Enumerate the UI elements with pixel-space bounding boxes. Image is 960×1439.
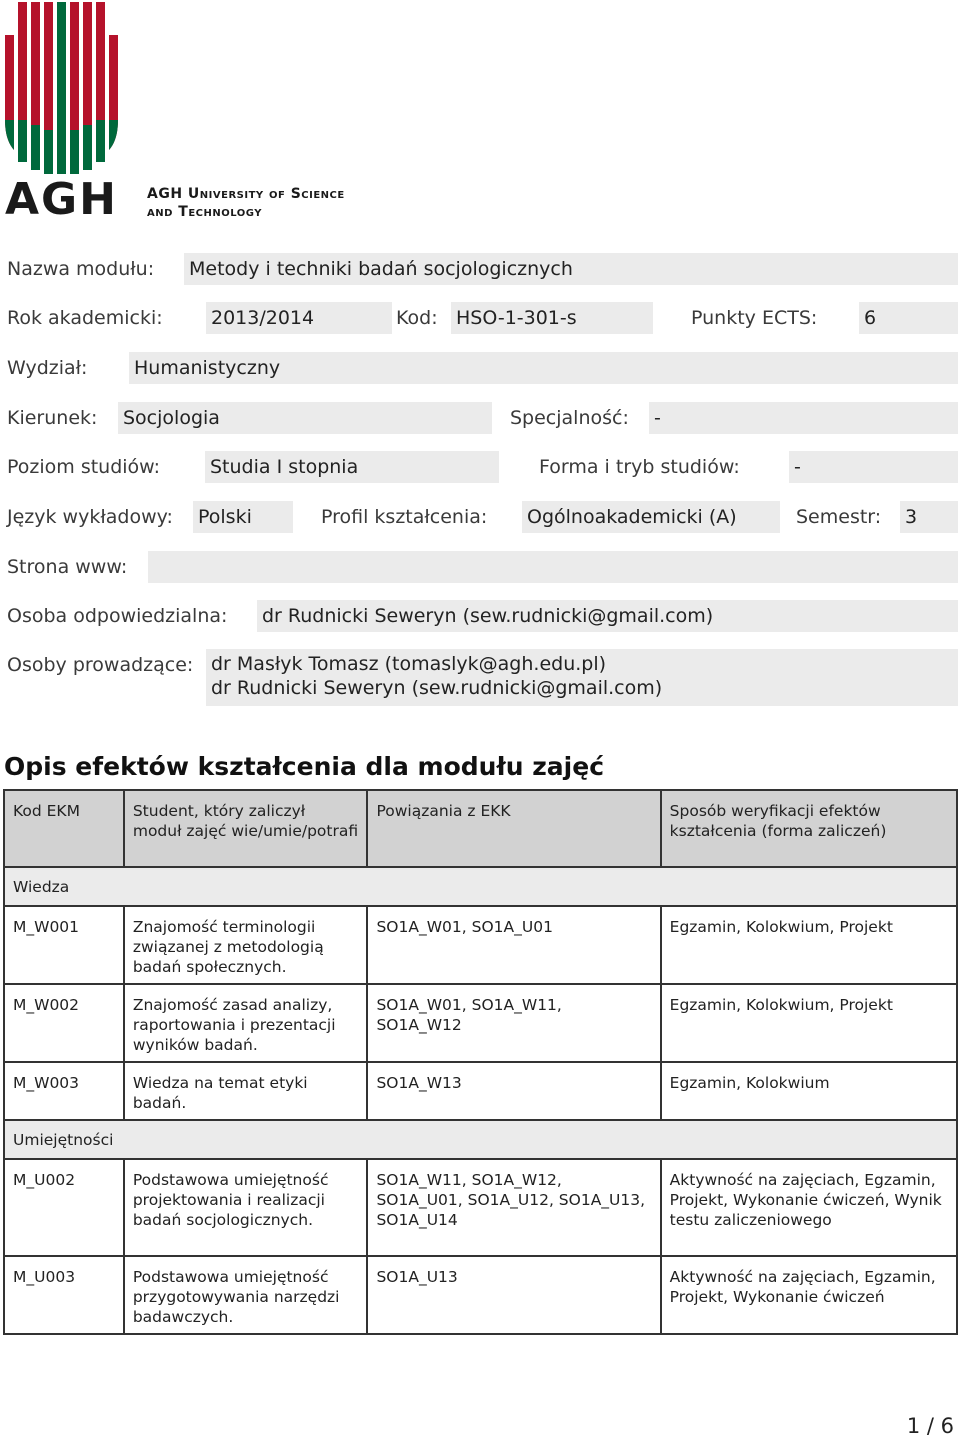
semestr-label: Semestr:: [796, 506, 882, 528]
cell-kod: M_U003: [4, 1256, 124, 1334]
table-row: [4, 1159, 957, 1256]
osoba-odpowiedzialna-value: dr Rudnicki Seweryn (sew.rudnicki@gmail.com): [257, 600, 958, 632]
jezyk-wykladowy-label: Język wykładowy:: [7, 506, 173, 528]
cell-powiazania: SO1A_W01, SO1A_W11, SO1A_W12: [367, 984, 660, 1062]
osoba-odpowiedzialna-label: Osoba odpowiedzialna:: [7, 605, 228, 627]
kod-label: Kod:: [396, 307, 438, 329]
rok-akademicki-label: Rok akademicki:: [7, 307, 163, 329]
cell-kod: M_W001: [4, 906, 124, 984]
header-powiazania: Powiązania z EKK: [367, 790, 660, 867]
profil-ksztalcenia-label: Profil kształcenia:: [321, 506, 488, 528]
cell-opis: Podstawowa umiejętność przygotowywania narzędzi badawczych.: [124, 1256, 368, 1334]
cell-opis: Znajomość zasad analizy, raportowania i prezentacji wyników badań.: [124, 984, 368, 1062]
cell-powiazania: SO1A_W13: [367, 1062, 660, 1120]
table-row: [4, 906, 957, 984]
cell-weryfikacja: Egzamin, Kolokwium, Projekt: [661, 906, 957, 984]
table-row: [4, 1062, 957, 1120]
cell-powiazania: SO1A_U13: [367, 1256, 660, 1334]
osoby-prowadzace-label: Osoby prowadzące:: [7, 654, 194, 676]
punkty-ects-value: 6: [859, 302, 958, 334]
cell-opis: Znajomość terminologii związanej z metodologią badań społecznych.: [124, 906, 368, 984]
table-row: [4, 1256, 957, 1334]
wydzial-value: Humanistyczny: [129, 352, 958, 384]
poziom-studiow-value: Studia I stopnia: [205, 451, 499, 483]
cell-powiazania: SO1A_W11, SO1A_W12, SO1A_U01, SO1A_U12, SO1A_U13, SO1A_U14: [367, 1159, 660, 1256]
cell-opis: Wiedza na temat etyki badań.: [124, 1062, 368, 1120]
cell-kod: M_U002: [4, 1159, 124, 1256]
nazwa-modulu-label: Nazwa modułu:: [7, 258, 155, 280]
forma-tryb-value: -: [789, 451, 958, 483]
university-name-line1: AGH University of Science: [147, 186, 345, 202]
cell-kod: M_W002: [4, 984, 124, 1062]
jezyk-wykladowy-value: Polski: [193, 501, 293, 533]
profil-ksztalcenia-value: Ogólnoakademicki (A): [522, 501, 780, 533]
rok-akademicki-value: 2013/2014: [206, 302, 392, 334]
specjalnosc-label: Specjalność:: [510, 407, 629, 429]
agh-logo: [0, 0, 360, 230]
forma-tryb-label: Forma i tryb studiów:: [539, 456, 740, 478]
logo-word: AGH: [5, 174, 118, 225]
cell-weryfikacja: Aktywność na zajęciach, Egzamin, Projekt, Wykonanie ćwiczeń: [661, 1256, 957, 1334]
group-label: Umiejętności: [4, 1120, 957, 1159]
poziom-studiow-label: Poziom studiów:: [7, 456, 161, 478]
section-title: Opis efektów kształcenia dla modułu zajęć: [4, 752, 605, 781]
cell-powiazania: SO1A_W01, SO1A_U01: [367, 906, 660, 984]
nazwa-modulu-value: Metody i techniki badań socjologicznych: [184, 253, 958, 285]
strona-www-label: Strona www:: [7, 556, 128, 578]
header-student: Student, który zaliczył moduł zajęć wie/umie/potrafi: [124, 790, 368, 867]
group-row-wiedza: [4, 867, 957, 906]
header-sposob-weryfikacji: Sposób weryfikacji efektów kształcenia (forma zaliczeń): [661, 790, 957, 867]
group-label: Wiedza: [4, 867, 957, 906]
strona-www-value: [148, 551, 958, 583]
table-row: [4, 984, 957, 1062]
cell-weryfikacja: Egzamin, Kolokwium: [661, 1062, 957, 1120]
specjalnosc-value: -: [649, 402, 958, 434]
header-kod-ekm: Kod EKM: [4, 790, 124, 867]
group-row-umiejetnosci: [4, 1120, 957, 1159]
page-number: 1 / 6: [906, 1414, 954, 1438]
semestr-value: 3: [900, 501, 958, 533]
osoby-prowadzace-value: dr Masłyk Tomasz (tomaslyk@agh.edu.pl) dr Rudnicki Seweryn (sew.rudnicki@gmail.com): [206, 649, 958, 706]
table-header-row: [4, 790, 957, 867]
kierunek-label: Kierunek:: [7, 407, 98, 429]
cell-kod: M_W003: [4, 1062, 124, 1120]
punkty-ects-label: Punkty ECTS:: [691, 307, 818, 329]
wydzial-label: Wydział:: [7, 357, 88, 379]
cell-weryfikacja: Egzamin, Kolokwium, Projekt: [661, 984, 957, 1062]
university-name-line2: and Technology: [147, 204, 262, 220]
kierunek-value: Socjologia: [118, 402, 492, 434]
agh-emblem-icon: [0, 0, 360, 180]
kod-value: HSO-1-301-s: [451, 302, 653, 334]
cell-weryfikacja: Aktywność na zajęciach, Egzamin, Projekt, Wykonanie ćwiczeń, Wynik testu zaliczeniowego: [661, 1159, 957, 1256]
cell-opis: Podstawowa umiejętność projektowania i realizacji badań socjologicznych.: [124, 1159, 368, 1256]
efekty-ksztalcenia-table: [3, 789, 958, 1335]
